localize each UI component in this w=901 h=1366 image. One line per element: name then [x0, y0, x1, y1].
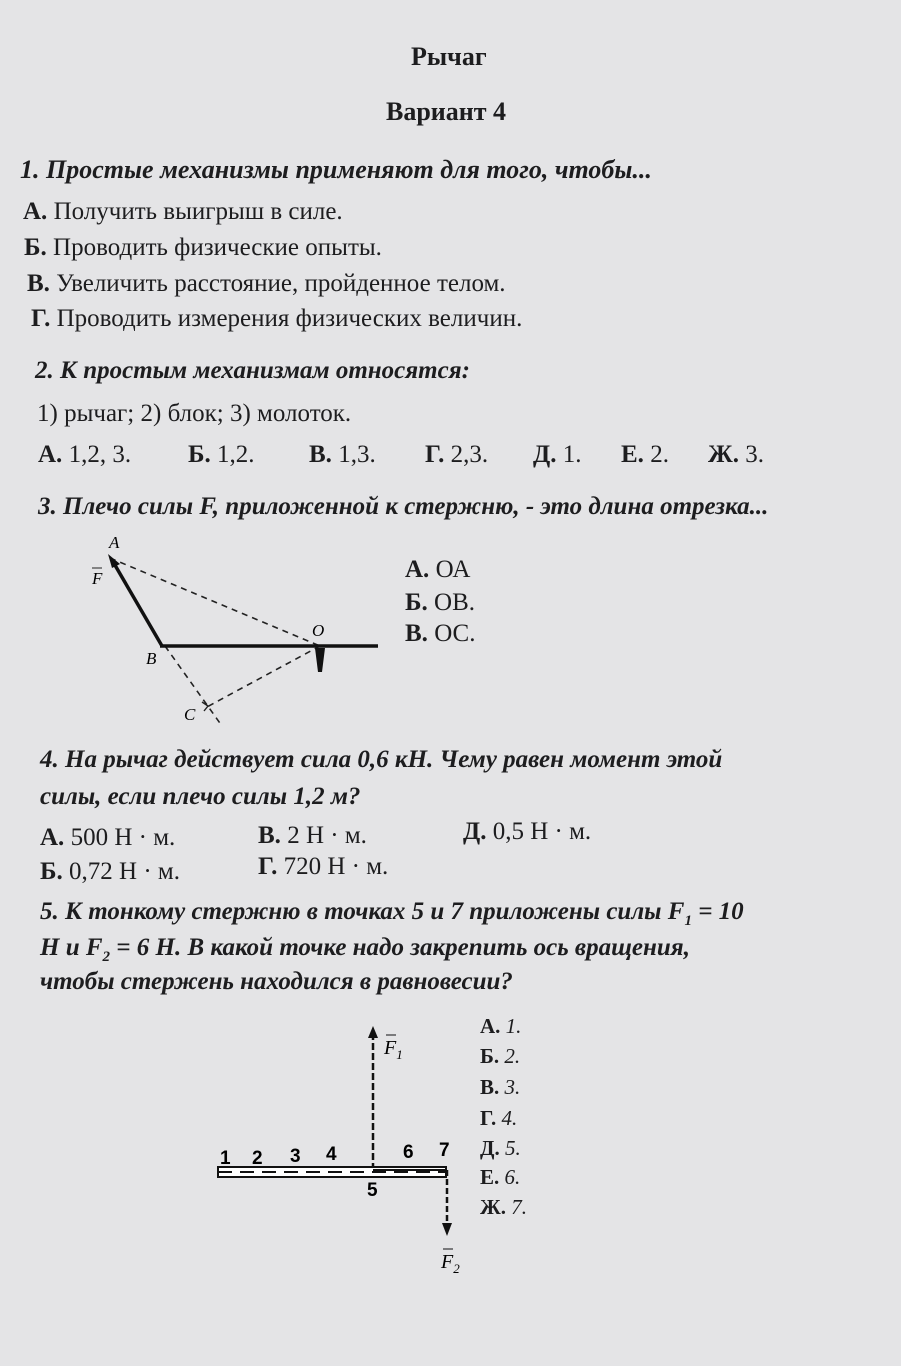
q4-option-e: Д. 0,5 Н · м. [463, 818, 592, 845]
point-7: 7 [439, 1140, 450, 1161]
question-4-line-1: 4. На рычаг действует сила 0,6 кН. Чему равен момент этой [40, 746, 723, 773]
q1-option-a: А. Получить выигрыш в силе. [23, 198, 343, 225]
question-3: 3. Плечо силы F, приложенной к стержню, - это длина отрезка... [38, 493, 769, 520]
q5-option-c: В. 3. [480, 1075, 521, 1099]
point-2: 2 [252, 1148, 263, 1169]
rod-diagram [210, 1020, 480, 1280]
q4-option-a: А. 500 Н · м. [40, 824, 176, 851]
variant-title: Вариант 4 [386, 97, 507, 126]
q1-option-b: Б. Проводить физические опыты. [24, 234, 382, 261]
point-5: 5 [367, 1180, 378, 1201]
q3-option-b: Б. ОВ. [405, 589, 476, 616]
q5-option-b: Б. 2. [480, 1044, 521, 1068]
page-title: Рычаг [411, 42, 487, 71]
label-o: O [312, 621, 325, 640]
label-b: B [146, 649, 157, 668]
q2-option-c: В. 1,3. [309, 441, 376, 468]
q5-option-d: Г. 4. [480, 1106, 518, 1130]
question-1: 1. Простые механизмы применяют для того, чтобы... [20, 155, 652, 184]
label-a: A [109, 533, 120, 552]
q4-option-d: Г. 720 Н · м. [258, 853, 389, 880]
q2-items: 1) рычаг; 2) блок; 3) молоток. [37, 400, 352, 427]
q5-option-a: А. 1. [480, 1014, 522, 1038]
q3-option-a: А. ОА [405, 556, 471, 583]
q4-option-c: В. 2 Н · м. [258, 822, 367, 849]
q2-option-e: Д. 1. [533, 441, 582, 468]
question-4-line-2: силы, если плечо силы 1,2 м? [40, 783, 361, 810]
label-c: C [184, 705, 196, 724]
label-f2: $F_2$ [441, 1251, 460, 1276]
q4-option-b: Б. 0,72 Н · м. [40, 858, 180, 885]
label-f: F [92, 569, 103, 588]
point-6: 6 [403, 1142, 414, 1163]
q2-option-a: А. 1,2, 3. [38, 441, 132, 468]
point-4: 4 [326, 1144, 337, 1165]
lever-diagram [80, 530, 400, 740]
question-5-line-3: чтобы стержень находился в равновесии? [40, 968, 513, 995]
point-1: 1 [220, 1148, 231, 1169]
q2-option-g: Ж. 3. [708, 441, 764, 468]
question-2: 2. К простым механизмам относятся: [35, 357, 470, 384]
question-5-line-2: Н и $F_2 = 6$ Н. В какой точке надо закрепить ось вращения, [40, 934, 690, 965]
question-5-line-1: 5. К тонкому стержню в точках 5 и 7 приложены силы $F_1 = 10$ [40, 898, 744, 929]
q2-option-b: Б. 1,2. [188, 441, 255, 468]
label-f1: $F_1$ [384, 1037, 403, 1062]
q5-option-e: Д. 5. [480, 1136, 521, 1160]
q2-option-f: Е. 2. [621, 441, 669, 468]
point-3: 3 [290, 1146, 301, 1167]
q2-option-d: Г. 2,3. [425, 441, 489, 468]
q1-option-d: Г. Проводить измерения физических величин. [31, 305, 523, 332]
q1-option-c: В. Увеличить расстояние, пройденное телом. [27, 270, 506, 297]
q5-option-g: Ж. 7. [480, 1195, 528, 1219]
q5-option-f: Е. 6. [480, 1165, 521, 1189]
q3-option-c: В. ОС. [405, 620, 476, 647]
